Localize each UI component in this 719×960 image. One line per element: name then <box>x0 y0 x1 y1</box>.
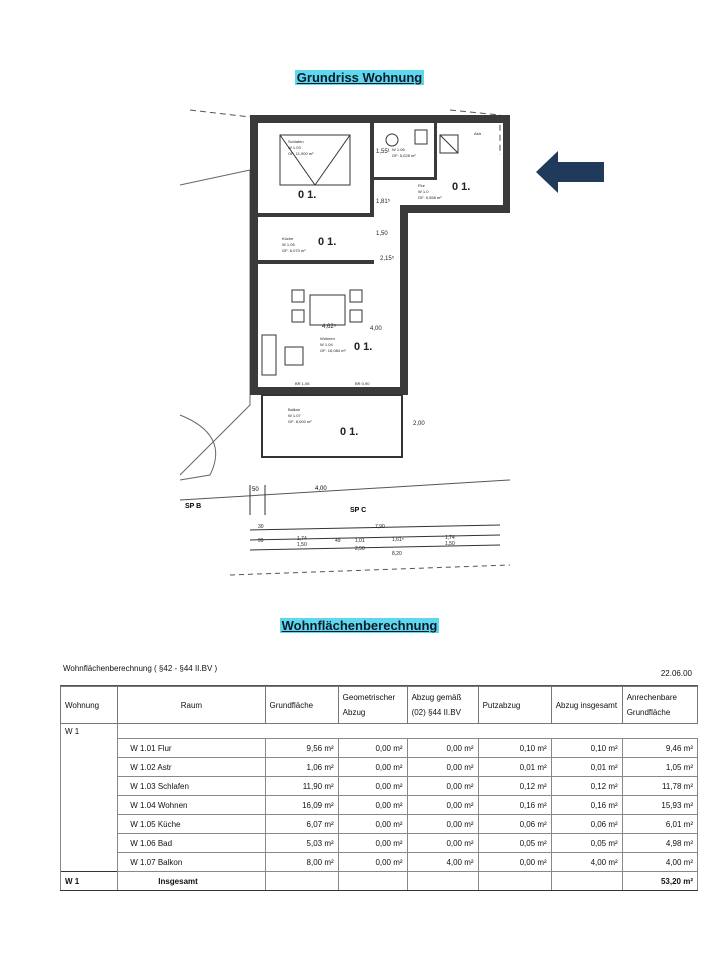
cell-geo: 0,00 m² <box>338 739 407 758</box>
room-cell <box>118 853 265 872</box>
room-cell <box>118 815 265 834</box>
dim-5: 2,15⁵ <box>380 256 395 262</box>
cell-total: 0,12 m² <box>551 777 622 796</box>
room-cell <box>118 796 265 815</box>
dim-7: 4,00 <box>370 326 382 332</box>
empty-cell <box>61 758 118 777</box>
dim-b3: 30 <box>258 524 264 530</box>
cell-anr: 4,98 m² <box>622 834 697 853</box>
cell-abzug44: 0,00 m² <box>407 758 478 777</box>
cell-anr: 9,46 m² <box>622 739 697 758</box>
col-putzabzug: Putzabzug <box>478 687 551 724</box>
total-label: Insgesamt <box>118 872 265 891</box>
sill-1: BR 1,06 <box>295 381 310 386</box>
table-row <box>61 777 698 796</box>
empty-cell <box>61 739 118 758</box>
room-name: Schlafen <box>157 781 189 791</box>
cell-gf: 1,06 m² <box>265 758 338 777</box>
cell-gf: 11,90 m² <box>265 777 338 796</box>
cell-gf: 6,07 m² <box>265 815 338 834</box>
cell-putz: 0,05 m² <box>478 834 551 853</box>
dim-c4: 49 <box>335 538 341 544</box>
cell-anr: 6,01 m² <box>622 815 697 834</box>
room-cell <box>118 834 265 853</box>
col-abzug-insgesamt: Abzug insgesamt <box>551 687 622 724</box>
cell-putz: 0,16 m² <box>478 796 551 815</box>
room-gf-bad: GF: 5,028 m² <box>392 153 416 158</box>
table-row <box>61 758 698 777</box>
total-value: 53,20 m² <box>622 872 697 891</box>
empty-cell <box>61 796 118 815</box>
cell-anr: 11,78 m² <box>622 777 697 796</box>
col-grundflaeche: Grundfläche <box>265 687 338 724</box>
cell-geo: 0,00 m² <box>338 815 407 834</box>
table-row <box>61 739 698 758</box>
unit-label-schlafen: 0 1. <box>298 189 317 201</box>
empty-cell <box>61 834 118 853</box>
room-code-balkon: W 1.07 <box>288 413 301 418</box>
dim-8: 2,00 <box>413 421 425 427</box>
room-name: Küche <box>157 819 181 829</box>
room-gf-schlafen: GF: 11,900 m² <box>288 151 314 156</box>
cell-anr: 15,93 m² <box>622 796 697 815</box>
room-name-flur: Flur <box>418 183 425 188</box>
cell-abzug44: 0,00 m² <box>407 834 478 853</box>
room-name-kueche: Küche <box>282 236 294 241</box>
cell-gf: 5,03 m² <box>265 834 338 853</box>
floor-plan <box>170 95 520 585</box>
room-gf-flur: GF: 9,558 m² <box>418 195 442 200</box>
dim-6: 4,62⁵ <box>322 324 337 330</box>
cell-gf: 9,56 m² <box>265 739 338 758</box>
dim-b2: 4,00 <box>315 486 327 492</box>
cell-putz: 0,01 m² <box>478 758 551 777</box>
sp-b-label: SP B <box>185 503 202 510</box>
cell-putz: 0,12 m² <box>478 777 551 796</box>
cell-geo: 0,00 m² <box>338 796 407 815</box>
empty-cell <box>61 777 118 796</box>
cell-total: 0,05 m² <box>551 834 622 853</box>
cell-total: 0,01 m² <box>551 758 622 777</box>
cell-putz: 0,00 m² <box>478 853 551 872</box>
cell-abzug44: 0,00 m² <box>407 815 478 834</box>
group-label: W 1 <box>61 724 118 739</box>
cell-abzug44: 4,00 m² <box>407 853 478 872</box>
cell-anr: 4,00 m² <box>622 853 697 872</box>
col-anrechenbar: Anrechenbare Grundfläche <box>622 687 697 724</box>
dim-c1: 99 <box>258 538 264 544</box>
room-name: Balkon <box>157 857 183 867</box>
col-wohnung: Wohnung <box>61 687 118 724</box>
unit-label-balkon: 0 1. <box>340 426 359 438</box>
plan-heading: Grundriss Wohnung <box>296 70 423 85</box>
sp-c-label: SP C <box>350 507 367 514</box>
cell-putz: 0,10 m² <box>478 739 551 758</box>
room-code: W 1.07 <box>130 857 156 867</box>
room-name-schlafen: Schlafen <box>288 139 304 144</box>
room-name-astr: Astr <box>474 131 482 136</box>
unit-label-wohnen: 0 1. <box>354 341 373 353</box>
cell-gf: 16,09 m² <box>265 796 338 815</box>
cell-geo: 0,00 m² <box>338 758 407 777</box>
table-header-row <box>61 687 698 724</box>
dim-c2: 1,74 <box>297 536 307 542</box>
dim-c6: 1,61⁵ <box>392 537 404 543</box>
room-name: Wohnen <box>157 800 188 810</box>
room-code-wohnen: W 1.04 <box>320 342 333 347</box>
room-code: W 1.03 <box>130 781 156 791</box>
col-abzug44: Abzug gemäß (02) §44 II.BV <box>407 687 478 724</box>
room-name-wohnen: Wohnen <box>320 336 335 341</box>
room-code: W 1.04 <box>130 800 156 810</box>
col-geo-abzug: Geometrischer Abzug <box>338 687 407 724</box>
cell-anr: 1,05 m² <box>622 758 697 777</box>
cell-abzug44: 0,00 m² <box>407 739 478 758</box>
dim-b4: 7,90 <box>375 524 385 530</box>
total-row <box>61 872 698 891</box>
room-code-bad: W 1.06 <box>392 147 405 152</box>
dim-b1: 50 <box>252 487 259 493</box>
cell-geo: 0,00 m² <box>338 853 407 872</box>
cell-total: 4,00 m² <box>551 853 622 872</box>
col-raum: Raum <box>118 687 265 724</box>
room-cell <box>118 758 265 777</box>
table-date: 22.06.00 <box>660 669 692 678</box>
room-cell <box>118 739 265 758</box>
cell-putz: 0,06 m² <box>478 815 551 834</box>
room-code: W 1.01 <box>130 743 156 753</box>
room-code-schlafen: W 1.03 <box>288 145 301 150</box>
room-name: Astr <box>157 762 172 772</box>
total-group: W 1 <box>61 872 118 891</box>
cell-geo: 0,00 m² <box>338 777 407 796</box>
cell-geo: 0,00 m² <box>338 834 407 853</box>
room-code-kueche: W 1.05 <box>282 242 295 247</box>
room-gf-balkon: GF: 8,000 m² <box>288 419 312 424</box>
cell-total: 0,10 m² <box>551 739 622 758</box>
dim-c8: 1,50 <box>445 541 455 547</box>
dim-c5: 1,01 <box>355 538 365 544</box>
room-code: W 1.05 <box>130 819 156 829</box>
room-gf-wohnen: GF: 16,084 m² <box>320 348 346 353</box>
room-code: W 1.02 <box>130 762 156 772</box>
empty-cell <box>61 853 118 872</box>
table-row <box>61 796 698 815</box>
room-name: Flur <box>157 743 172 753</box>
table-row <box>61 815 698 834</box>
dim-4: 1,50 <box>376 231 388 237</box>
cell-total: 0,06 m² <box>551 815 622 834</box>
dim-1: 1,55¹ <box>376 149 390 155</box>
empty-cell <box>61 815 118 834</box>
cell-abzug44: 0,00 m² <box>407 777 478 796</box>
room-code-flur: W 1.0 <box>418 189 429 194</box>
sill-2: BR 0,90 <box>355 381 370 386</box>
table-row <box>61 853 698 872</box>
group-row <box>61 724 698 739</box>
dim-c10: 8,20 <box>392 551 402 557</box>
room-name: Bad <box>157 838 173 848</box>
room-gf-kueche: GF: 6,070 m² <box>282 248 306 253</box>
arrow-left-icon <box>536 151 604 193</box>
room-code: W 1.06 <box>130 838 156 848</box>
area-table <box>60 659 698 891</box>
unit-label-flur: 0 1. <box>452 181 471 193</box>
cell-abzug44: 0,00 m² <box>407 796 478 815</box>
dim-c9: 2,50 <box>355 546 365 552</box>
room-cell <box>118 777 265 796</box>
table-row <box>61 834 698 853</box>
unit-label-kueche: 0 1. <box>318 236 337 248</box>
cell-total: 0,16 m² <box>551 796 622 815</box>
calc-heading: Wohnflächenberechnung <box>281 618 438 633</box>
table-title: Wohnflächenberechnung ( §42 - §44 II.BV ) <box>63 664 218 673</box>
dim-c3: 1,50 <box>297 542 307 548</box>
dim-3: 1,81⁵ <box>376 199 391 205</box>
room-name-balkon: Balkon <box>288 407 301 412</box>
dim-c7: 1,74 <box>445 535 455 541</box>
cell-gf: 8,00 m² <box>265 853 338 872</box>
